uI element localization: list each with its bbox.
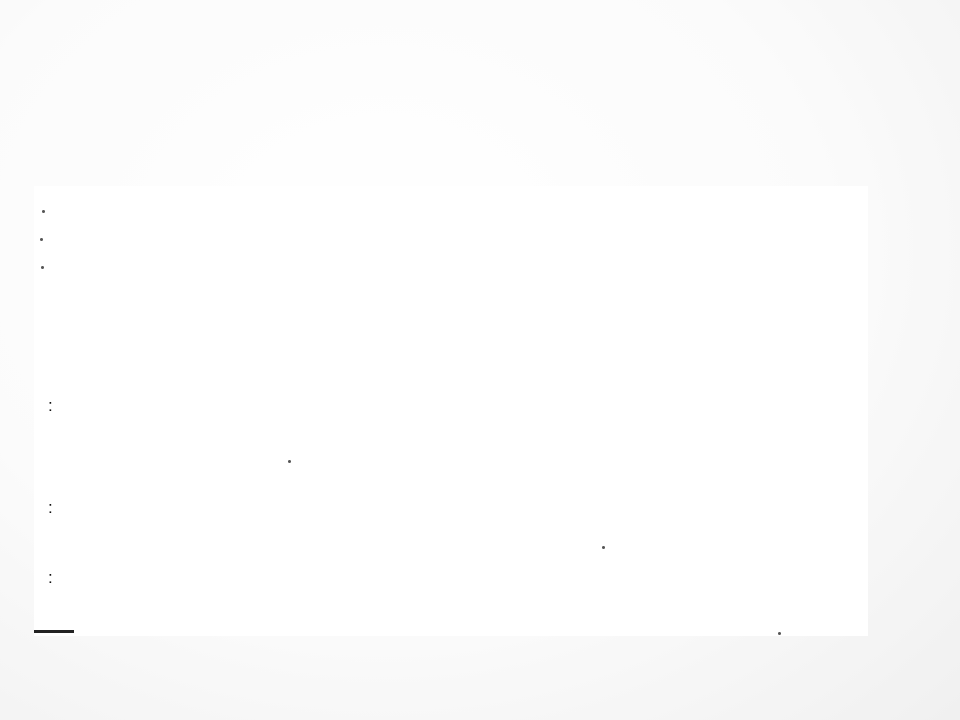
scan-speck xyxy=(42,210,45,213)
hypothesis-3-label: : xyxy=(48,568,54,587)
scan-edge-line xyxy=(34,630,74,633)
scan-speck xyxy=(288,460,291,463)
sidebar-top-block xyxy=(890,0,960,575)
sidebar-bottom-block xyxy=(890,648,960,720)
sidebar-middle-block xyxy=(890,575,960,648)
scan-speck xyxy=(778,632,781,635)
scanned-excerpt-image xyxy=(34,186,868,636)
hypothesis-1-label: : xyxy=(48,396,54,415)
scan-speck xyxy=(41,266,44,269)
slide-title xyxy=(62,20,862,82)
sidebar-decoration xyxy=(890,0,960,720)
hypothesis-2-label: : xyxy=(48,498,54,517)
scan-speck xyxy=(602,546,605,549)
scan-speck xyxy=(40,238,43,241)
